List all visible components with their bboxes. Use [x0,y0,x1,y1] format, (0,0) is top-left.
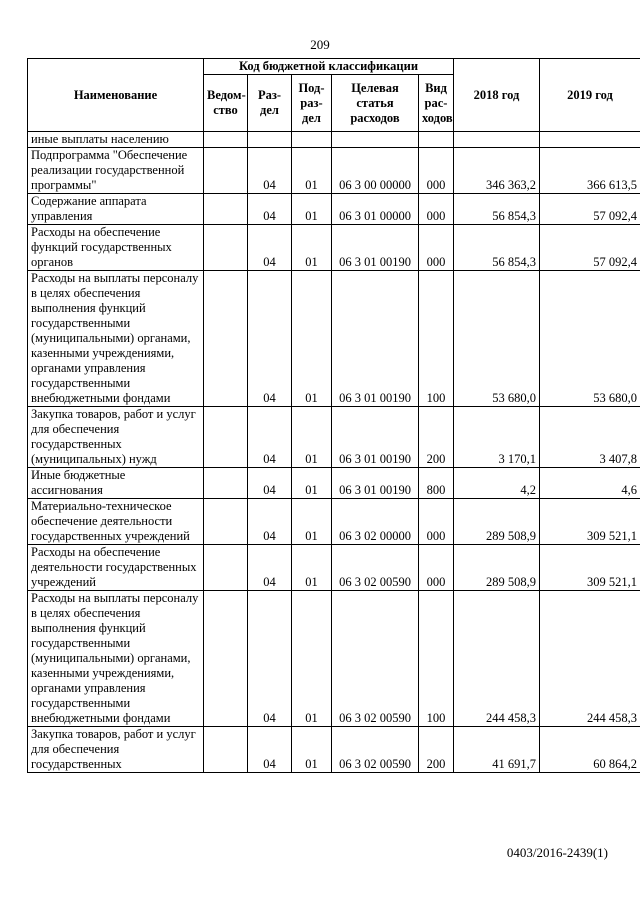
cell-section [248,132,292,148]
header-department: Ведом-ство [204,75,248,132]
cell-section: 04 [248,591,292,727]
cell-department [204,591,248,727]
table-row [28,194,640,225]
cell-section: 04 [248,271,292,407]
cell-expense-type: 000 [419,148,454,194]
table-row [28,727,640,773]
cell-2018: 3 170,1 [454,407,540,468]
cell-expense-type: 000 [419,225,454,271]
cell-target-article: 06 3 02 00000 [332,499,419,545]
cell-expense-type: 100 [419,591,454,727]
cell-2018: 53 680,0 [454,271,540,407]
header-classification-group: Код бюджетной классификации [204,59,454,75]
cell-department [204,545,248,591]
cell-name: Материально-техническое обеспечение деятельности государственных учреждений [28,499,204,545]
cell-2018: 289 508,9 [454,499,540,545]
cell-subsection: 01 [292,591,332,727]
cell-department [204,194,248,225]
cell-subsection: 01 [292,468,332,499]
cell-target-article: 06 3 02 00590 [332,727,419,773]
table-row [28,271,640,407]
cell-expense-type: 000 [419,499,454,545]
cell-department [204,271,248,407]
document-code: 0403/2016-2439(1) [506,845,608,860]
cell-department [204,132,248,148]
cell-section: 04 [248,499,292,545]
cell-subsection: 01 [292,271,332,407]
cell-subsection: 01 [292,148,332,194]
header-expense-type: Вид рас-ходов [419,75,454,132]
cell-department [204,727,248,773]
cell-section: 04 [248,545,292,591]
table-row [28,148,640,194]
cell-name: Содержание аппарата управления [28,194,204,225]
cell-target-article [332,132,419,148]
cell-2019: 3 407,8 [540,407,640,468]
cell-target-article: 06 3 01 00190 [332,271,419,407]
cell-name: Расходы на обеспечение функций государственных органов [28,225,204,271]
cell-department [204,148,248,194]
cell-subsection: 01 [292,407,332,468]
cell-subsection: 01 [292,194,332,225]
cell-name: Расходы на выплаты персоналу в целях обеспечения выполнения функций государственными (муниципальными) органами, казенными учреждениями, органами управления государственными внебюджетными фондами [28,591,204,727]
cell-subsection: 01 [292,545,332,591]
table-row [28,591,640,727]
cell-2018: 41 691,7 [454,727,540,773]
cell-name: Расходы на выплаты персоналу в целях обеспечения выполнения функций государственными (муниципальными) органами, казенными учреждениями, органами управления государственными внебюджетными фондами [28,271,204,407]
header-year-2018: 2018 год [454,59,540,132]
cell-target-article: 06 3 01 00000 [332,194,419,225]
table-row [28,407,640,468]
cell-section: 04 [248,148,292,194]
cell-subsection [292,132,332,148]
header-section: Раз-дел [248,75,292,132]
cell-2019: 4,6 [540,468,640,499]
cell-target-article: 06 3 00 00000 [332,148,419,194]
cell-2019: 57 092,4 [540,194,640,225]
table-row [28,225,640,271]
header-target-article: Целевая статья расходов [332,75,419,132]
table-row [28,468,640,499]
cell-subsection: 01 [292,499,332,545]
cell-expense-type [419,132,454,148]
table-row [28,132,640,148]
header-year-2019: 2019 год [540,59,640,132]
cell-2018: 289 508,9 [454,545,540,591]
cell-2019: 60 864,2 [540,727,640,773]
cell-2018: 346 363,2 [454,148,540,194]
cell-2018: 4,2 [454,468,540,499]
cell-department [204,499,248,545]
cell-2019: 309 521,1 [540,499,640,545]
cell-section: 04 [248,468,292,499]
budget-table [27,58,640,773]
cell-target-article: 06 3 02 00590 [332,591,419,727]
cell-expense-type: 200 [419,407,454,468]
cell-name: Закупка товаров, работ и услуг для обеспечения государственных [28,727,204,773]
cell-expense-type: 000 [419,545,454,591]
cell-2018: 56 854,3 [454,225,540,271]
cell-2019: 53 680,0 [540,271,640,407]
header-name: Наименование [28,59,204,132]
cell-section: 04 [248,225,292,271]
cell-name: иные выплаты населению [28,132,204,148]
cell-expense-type: 000 [419,194,454,225]
cell-2019: 366 613,5 [540,148,640,194]
cell-target-article: 06 3 01 00190 [332,407,419,468]
cell-section: 04 [248,727,292,773]
cell-name: Расходы на обеспечение деятельности государственных учреждений [28,545,204,591]
cell-target-article: 06 3 01 00190 [332,225,419,271]
cell-target-article: 06 3 01 00190 [332,468,419,499]
cell-name: Закупка товаров, работ и услуг для обеспечения государственных (муниципальных) нужд [28,407,204,468]
cell-target-article: 06 3 02 00590 [332,545,419,591]
header-subsection: Под-раз-дел [292,75,332,132]
cell-expense-type: 100 [419,271,454,407]
cell-2018: 244 458,3 [454,591,540,727]
cell-2019: 309 521,1 [540,545,640,591]
page-number: 209 [310,37,330,52]
cell-subsection: 01 [292,727,332,773]
cell-department [204,468,248,499]
cell-expense-type: 800 [419,468,454,499]
table-row [28,545,640,591]
cell-section: 04 [248,194,292,225]
cell-department [204,407,248,468]
cell-name: Иные бюджетные ассигнования [28,468,204,499]
cell-2019: 57 092,4 [540,225,640,271]
cell-2018 [454,132,540,148]
cell-expense-type: 200 [419,727,454,773]
cell-section: 04 [248,407,292,468]
cell-2019: 244 458,3 [540,591,640,727]
cell-subsection: 01 [292,225,332,271]
cell-2019 [540,132,640,148]
cell-department [204,225,248,271]
table-row [28,499,640,545]
cell-name: Подпрограмма "Обеспечение реализации государственной программы" [28,148,204,194]
cell-2018: 56 854,3 [454,194,540,225]
